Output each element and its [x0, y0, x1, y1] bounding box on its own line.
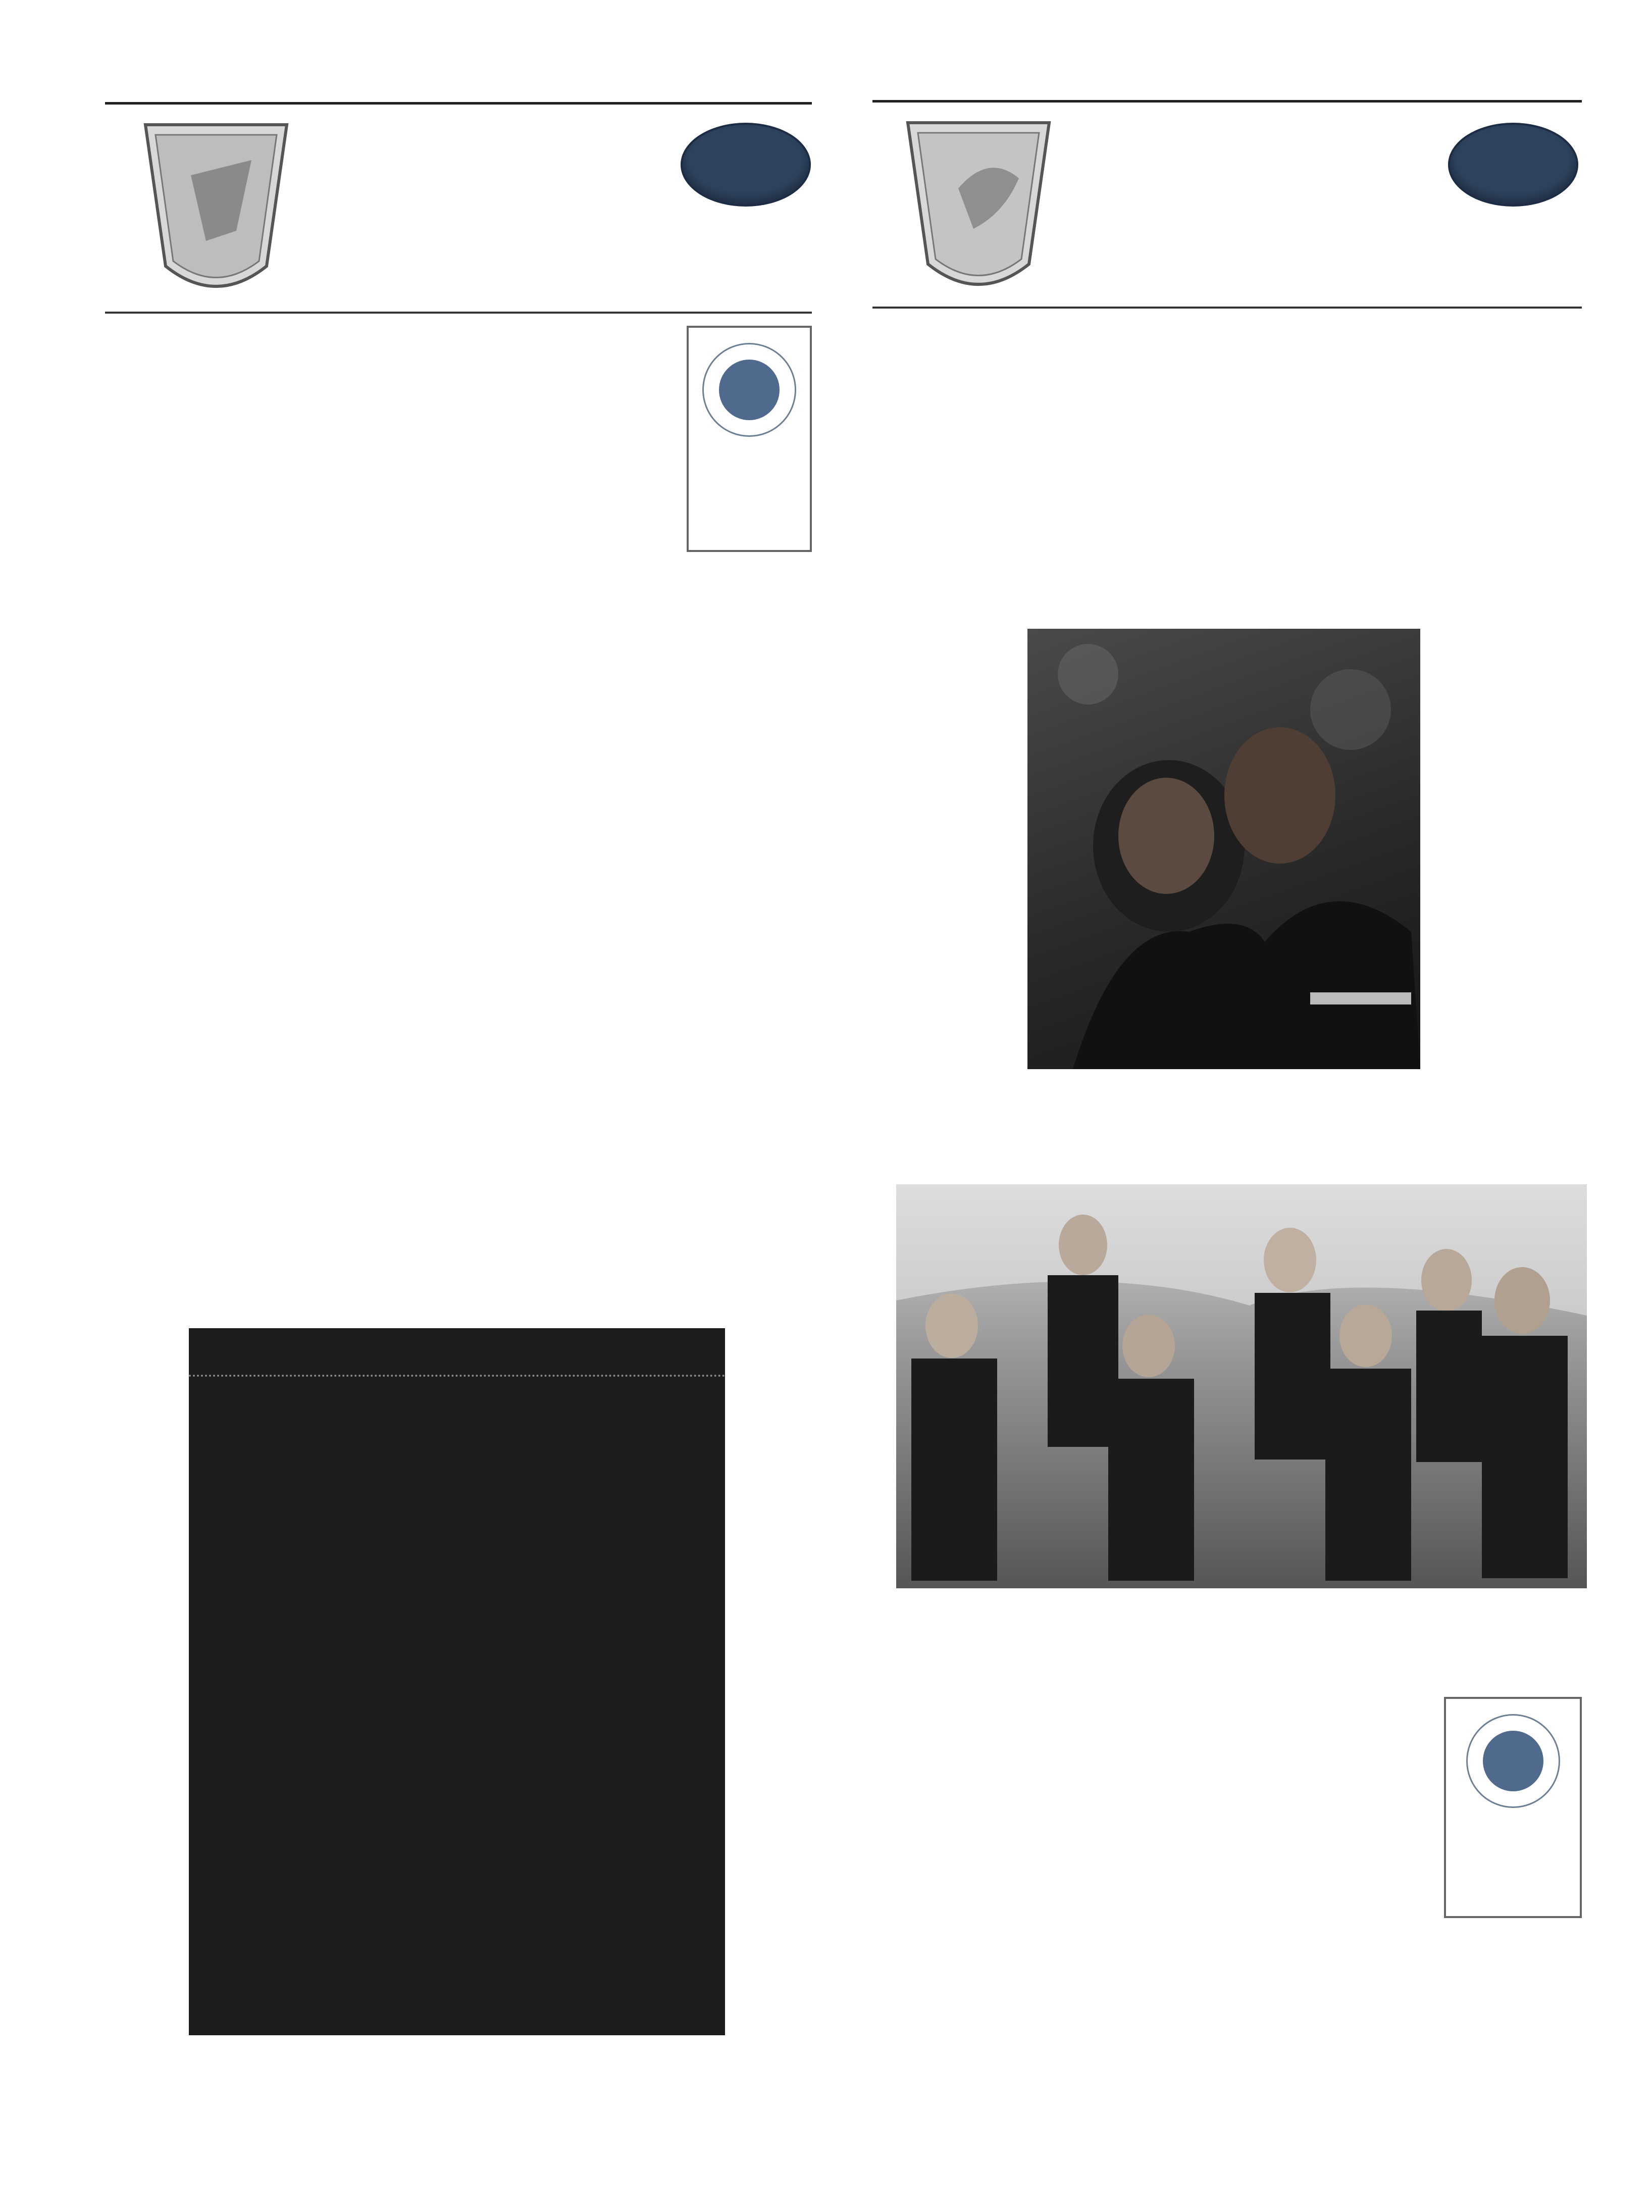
sabre-society-box-9	[687, 326, 812, 552]
class-84-box	[105, 105, 812, 312]
class-84-crest-icon	[135, 115, 297, 312]
right-column	[872, 91, 1582, 323]
left-column	[105, 91, 812, 557]
section-divider	[105, 312, 812, 314]
zoomienation-ad	[189, 1328, 725, 2035]
class-85-crest-icon	[898, 113, 1059, 310]
ad-divider	[189, 1375, 725, 1377]
class-85-box	[872, 103, 1582, 307]
photo-broderick-family	[896, 1184, 1587, 1588]
photo-family-silhouettes	[896, 1184, 1587, 1588]
sabre-society-seal-icon	[1466, 1714, 1560, 1808]
photo-people-silhouettes	[1027, 629, 1420, 1069]
sabre-society-seal-icon	[702, 343, 796, 437]
right-bottom-text	[872, 1667, 1582, 1923]
membership-badge	[681, 123, 811, 207]
photo-paula-matt	[1027, 629, 1420, 1069]
sabre-society-box-8	[1444, 1697, 1582, 1918]
membership-badge	[1448, 123, 1578, 207]
